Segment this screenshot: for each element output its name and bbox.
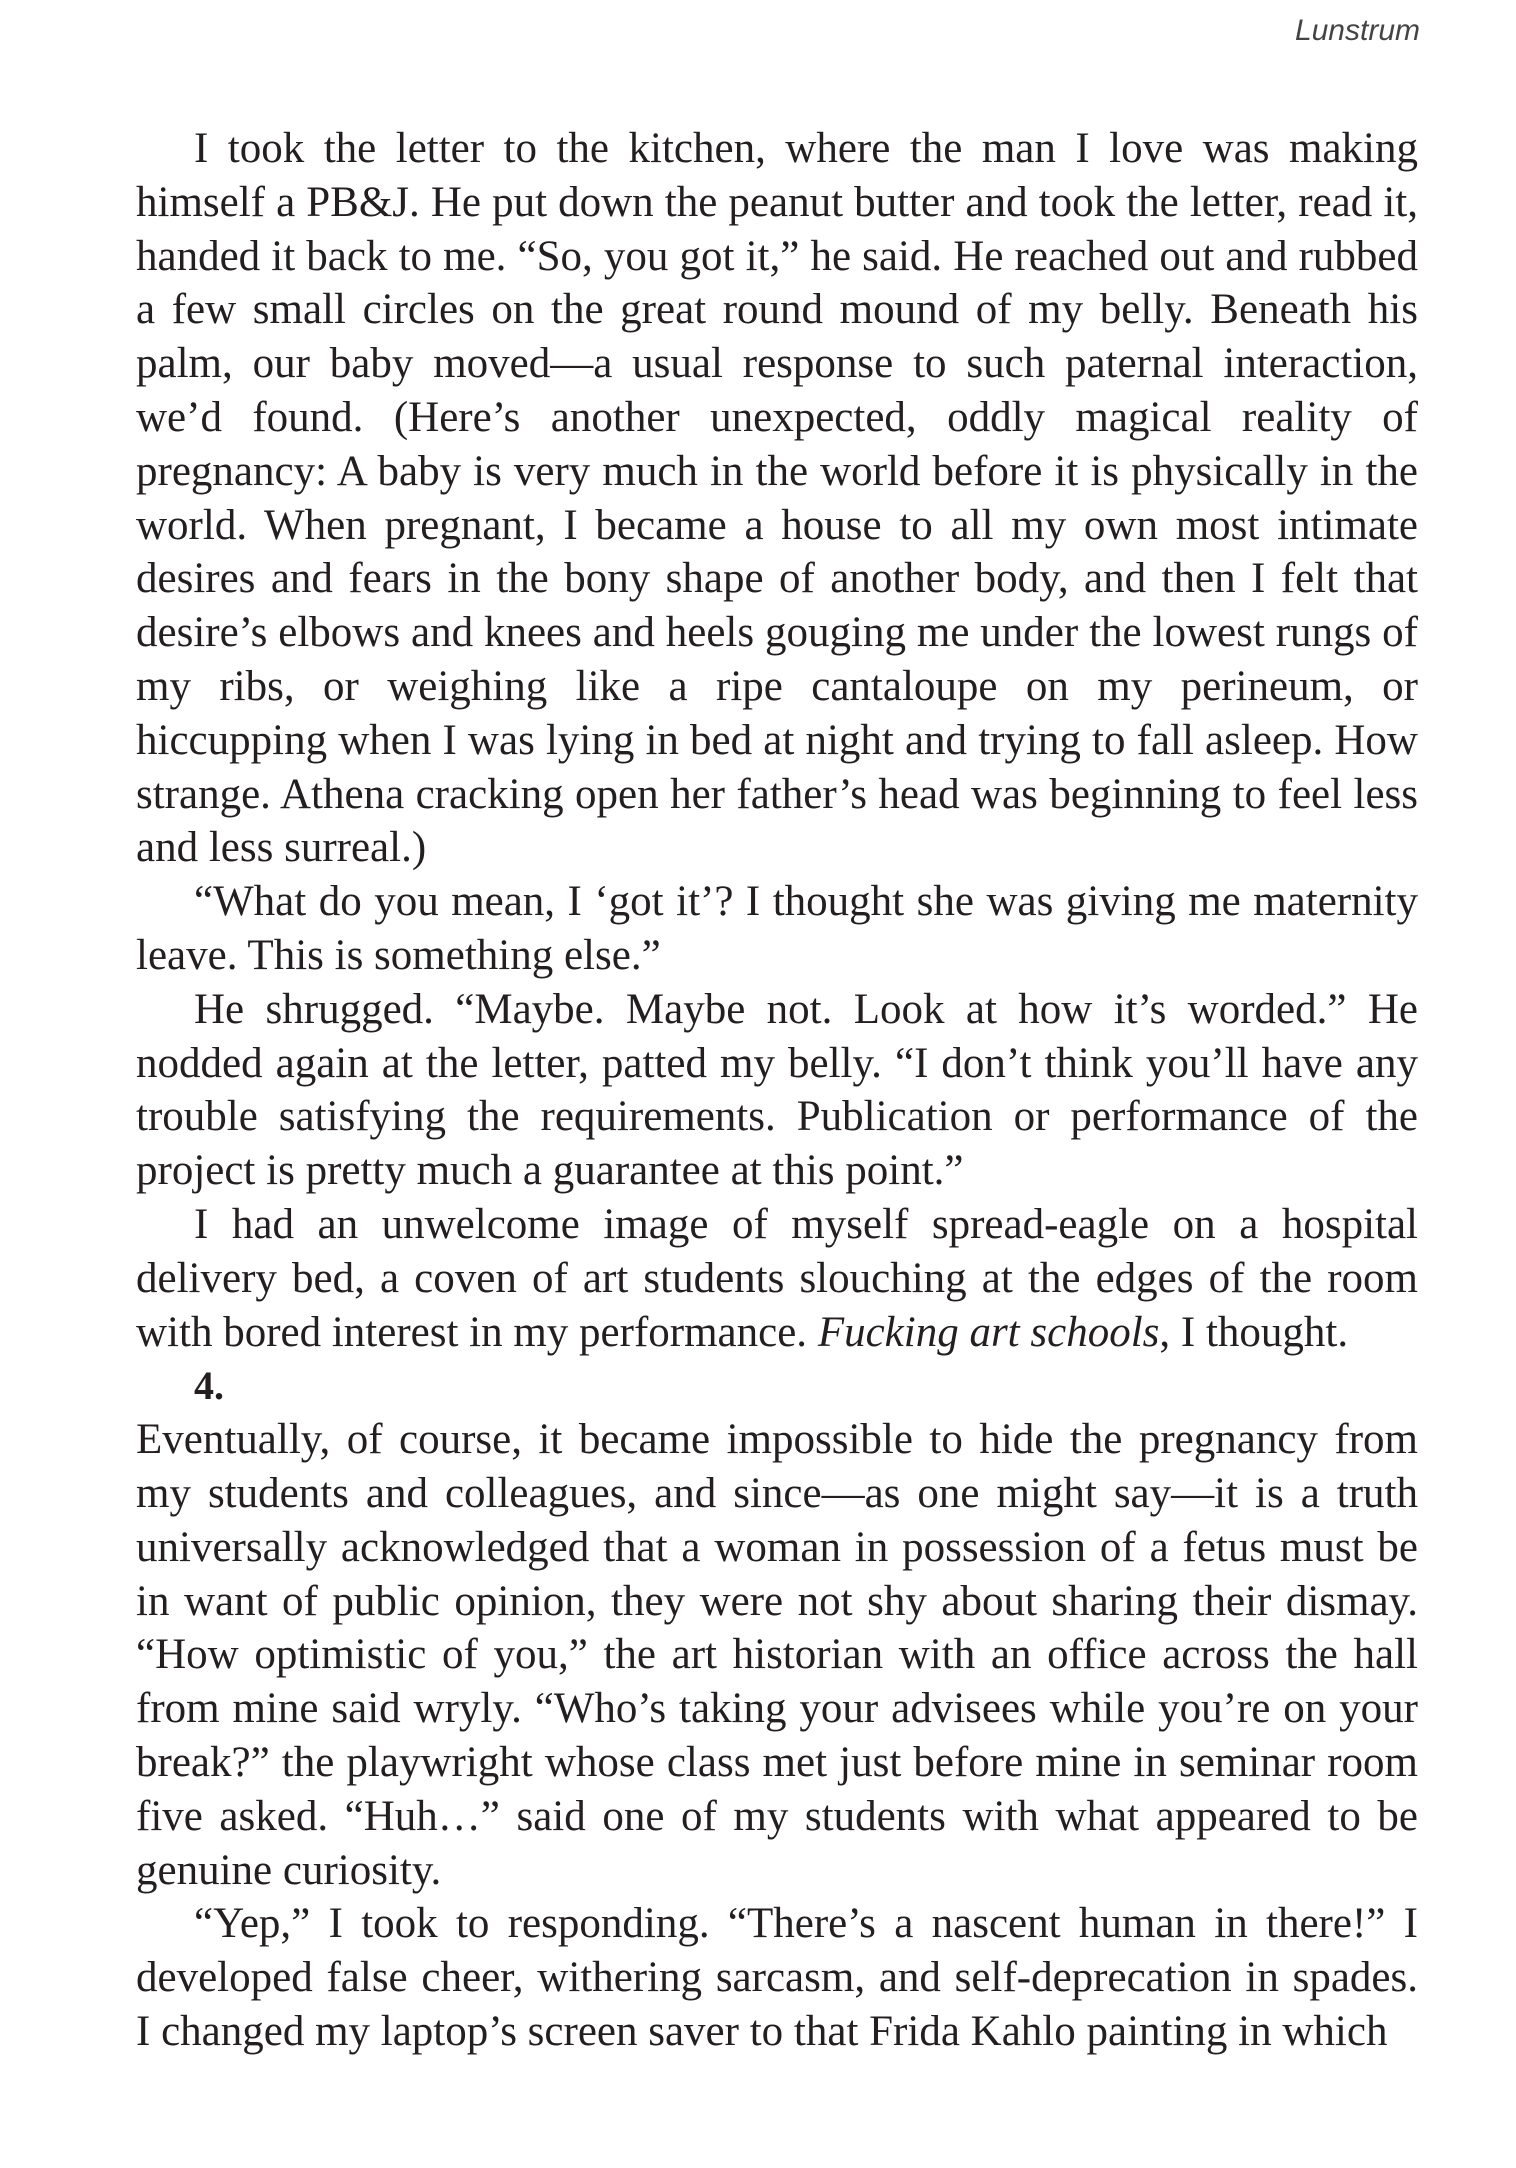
paragraph-4 (136, 1198, 1418, 1359)
paragraph-1: I took the letter to the kitchen, where the man I love was making himself a PB&J. He put down the peanut butter and took the letter, read it, handed it back to me. “So, you got it,” he said. He reached out and rubbed a few small circles on the great round mound of my belly. Beneath his palm, our baby moved—a usual response to such paternal interaction, we’d found. (Here’s another unexpected, oddly magical reality of pregnancy: A baby is very much in the world before it is physically in the world. When pregnant, I became a house to all my own most intimate desires and fears in the bony shape of another body, and then I felt that desire’s elbows and knees and heels gouging me under the lowest rungs of my ribs, or weighing like a ripe cantaloupe on my perineum, or hiccupping when I was lying in bed at night and trying to fall asleep. How strange. Athena cracking open her father’s head was beginning to feel less and less surreal.) (136, 125, 1418, 872)
paragraph-2: “What do you mean, I ‘got it’? I thought she was giving me maternity leave. This is something else.” (136, 878, 1418, 979)
body-text (136, 122, 1418, 2059)
paragraph-4-italic: Fucking art schools (817, 1308, 1160, 1356)
paragraph-3: He shrugged. “Maybe. Maybe not. Look at how it’s worded.” He nodded again at the letter, patted my belly. “I don’t think you’ll have any trouble satisfying the requirements. Publication or performance of the project is pretty much a guarantee at this point.” (136, 985, 1418, 1195)
paragraph-4-start: I had an unwelcome image of myself spread-eagle on a hospital delivery bed, a coven of art students slouching at the edges of the room with bored interest in my performance. (136, 1200, 1418, 1356)
paragraph-6: “Yep,” I took to responding. “There’s a nascent human in there!” I developed false cheer, withering sarcasm, and self-deprecation in spades. I changed my laptop’s screen saver to that Frida Kahlo painting in which (136, 1900, 1418, 2055)
paragraph-4-end: , I thought. (1159, 1308, 1349, 1356)
section-number: 4. (194, 1363, 224, 1409)
paragraph-5: Eventually, of course, it became impossible to hide the pregnancy from my students and colleagues, and since—as one might say—it is a truth universally acknowledged that a woman in possession of a fetus must be in want of public opinion, they were not shy about sharing their dismay. “How optimistic of you,” the art historian with an office across the hall from mine said wryly. “Who’s taking your advisees while you’re on your break?” the playwright whose class met just before mine in seminar room five asked. “Huh…” said one of my students with what appeared to be genuine curiosity. (136, 1416, 1418, 1894)
running-head: Lunstrum (1294, 14, 1420, 47)
